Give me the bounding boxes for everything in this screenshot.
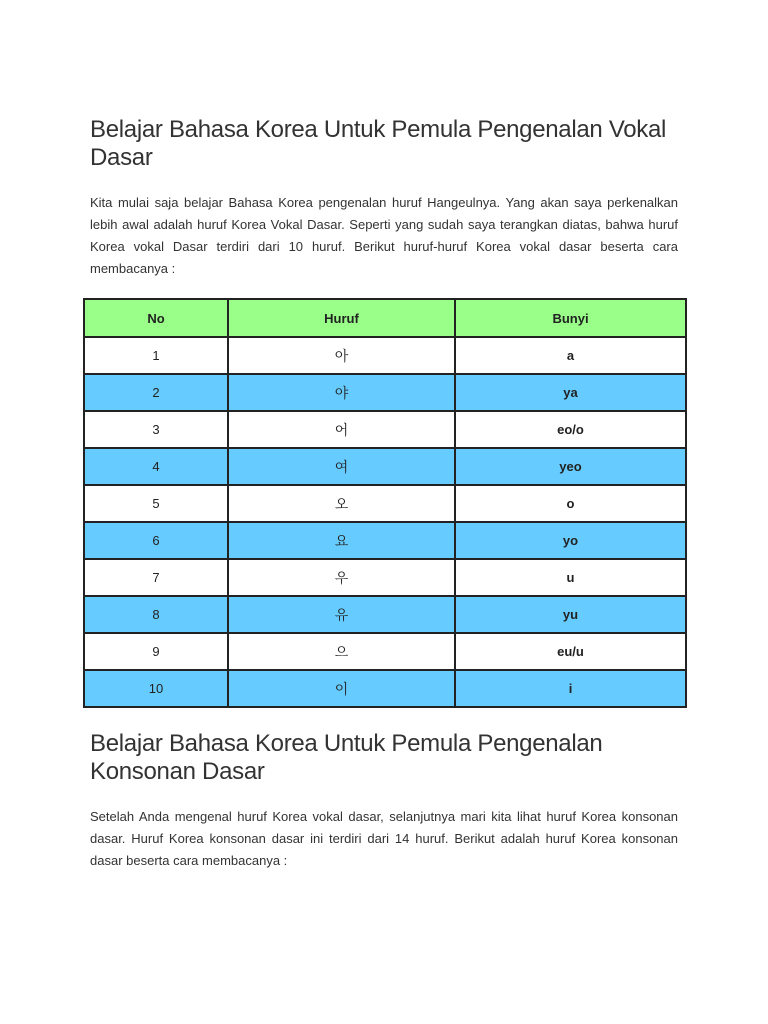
cell-no: 2 [84,374,228,411]
cell-no: 6 [84,522,228,559]
cell-huruf: 야 [228,374,455,411]
cell-no: 3 [84,411,228,448]
table-header-row [84,299,686,337]
vowel-table [83,298,687,708]
article [90,116,678,872]
cell-huruf: 이 [228,670,455,707]
cell-bunyi: yo [455,522,686,559]
cell-bunyi: eo/o [455,411,686,448]
cell-huruf: 유 [228,596,455,633]
cell-bunyi: a [455,337,686,374]
cell-no: 7 [84,559,228,596]
cell-no: 9 [84,633,228,670]
table-row [84,670,686,707]
table-row [84,596,686,633]
cell-huruf: 오 [228,485,455,522]
cell-huruf: 아 [228,337,455,374]
header-bunyi: Bunyi [455,299,686,337]
cell-huruf: 요 [228,522,455,559]
cell-bunyi: eu/u [455,633,686,670]
section-paragraph-vokal: Kita mulai saja belajar Bahasa Korea pengenalan huruf Hangeulnya. Yang akan saya perkenalkan lebih awal adalah huruf Korea Vokal Dasar. Seperti yang sudah saya terangkan diatas, bahwa huruf Korea vokal Dasar terdiri dari 10 huruf. Berikut huruf-huruf Korea vokal dasar beserta cara membacanya : [90,195,678,276]
table-row [84,337,686,374]
section-paragraph-konsonan: Setelah Anda mengenal huruf Korea vokal dasar, selanjutnya mari kita lihat huruf Korea konsonan dasar. Huruf Korea konsonan dasar ini terdiri dari 14 huruf. Berikut adalah huruf Korea konsonan dasar beserta cara membacanya : [90,809,678,868]
cell-huruf: 어 [228,411,455,448]
cell-huruf: 으 [228,633,455,670]
table-row [84,522,686,559]
cell-no: 5 [84,485,228,522]
table-row [84,448,686,485]
table-row [84,485,686,522]
header-huruf: Huruf [228,299,455,337]
table-row [84,411,686,448]
section-title-vokal: Belajar Bahasa Korea Untuk Pemula Pengenalan Vokal Dasar [90,116,667,171]
cell-bunyi: i [455,670,686,707]
cell-bunyi: o [455,485,686,522]
cell-no: 10 [84,670,228,707]
table-row [84,633,686,670]
cell-no: 4 [84,448,228,485]
cell-bunyi: yeo [455,448,686,485]
section-title-konsonan: Belajar Bahasa Korea Untuk Pemula Pengenalan Konsonan Dasar [90,730,603,785]
header-no: No [84,299,228,337]
cell-bunyi: ya [455,374,686,411]
cell-bunyi: yu [455,596,686,633]
table-row [84,374,686,411]
cell-bunyi: u [455,559,686,596]
cell-huruf: 우 [228,559,455,596]
cell-huruf: 여 [228,448,455,485]
cell-no: 8 [84,596,228,633]
table-row [84,559,686,596]
cell-no: 1 [84,337,228,374]
